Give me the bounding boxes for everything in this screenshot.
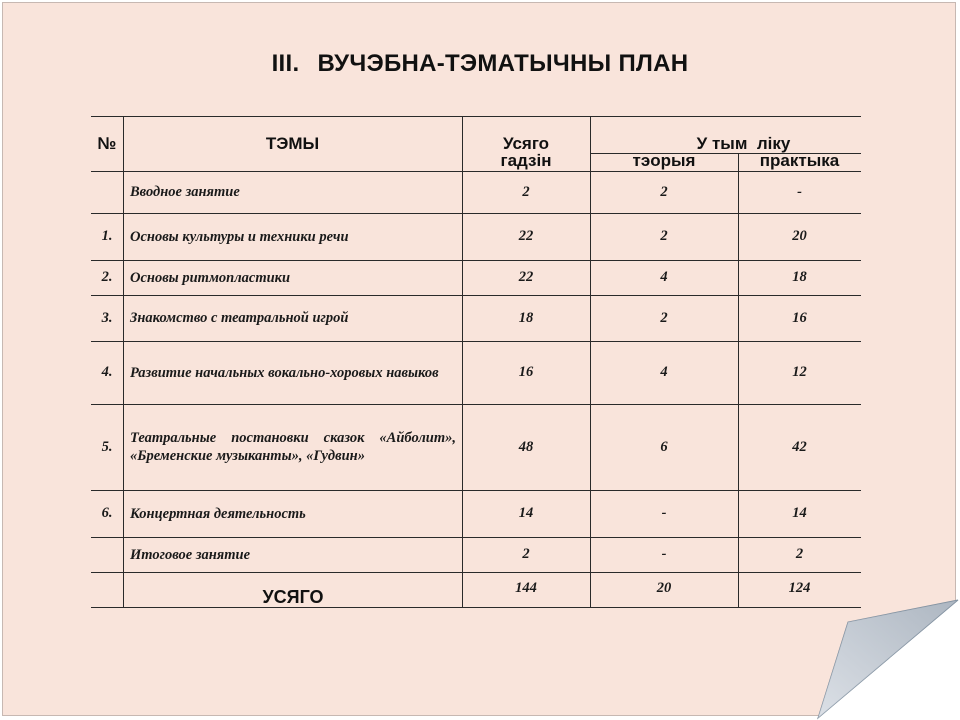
row-topic: Знакомство с театральной игрой [130,310,349,326]
totals-theory: 20 [656,579,672,596]
row-num [91,537,123,572]
row-num: 5. [101,438,113,455]
row-practice: 12 [792,364,807,380]
row-topic: Развитие начальных вокально-хоровых навыков [130,364,439,381]
row-total: 48 [518,438,534,455]
header-total-line1: Усяго [502,134,550,153]
header-total-line2: гадзін [500,151,552,170]
row-total: 22 [518,269,534,285]
row-theory: 2 [660,228,668,244]
row-topic: Концертная деятельность [130,505,306,522]
header-topic: ТЭМЫ [265,134,320,153]
row-topic: Итоговое занятие [130,546,251,563]
row-num: 4. [101,364,113,380]
row-topic: Театральные постановки сказок «Айболит», «Бременские музыканты», «Гудвин» [130,430,456,464]
row-topic: Вводное занятие [130,184,240,200]
row-total: 22 [518,228,534,244]
row-theory: 4 [660,364,668,380]
row-practice: - [797,183,802,200]
row-num: 1. [101,228,113,244]
row-theory: 2 [660,309,668,326]
row-topic: Основы культуры и техники речи [130,228,349,245]
row-total: 18 [518,309,534,326]
row-num: 2. [101,269,113,285]
page-title: III. ВУЧЭБНА-ТЭМАТЫЧНЫ ПЛАН [271,50,689,77]
header-practice: практыка [759,151,840,170]
row-theory: - [661,505,667,521]
row-theory: 2 [660,183,668,200]
totals-total: 144 [515,579,537,596]
row-theory: - [661,546,667,562]
row-num: 6. [101,505,113,521]
row-practice: 14 [792,505,807,521]
header-num: № [97,134,117,153]
row-practice: 2 [795,546,804,562]
row-total: 16 [518,364,534,380]
row-total: 14 [518,505,534,521]
row-practice: 42 [792,438,807,455]
row-num: 3. [101,309,113,326]
row-practice: 18 [792,269,807,285]
row-practice: 20 [792,228,807,244]
row-topic: Основы ритмопластики [130,269,291,286]
header-including: У тым ліку [696,134,791,153]
row-total: 2 [522,183,530,200]
totals-label: УСЯГО [262,587,324,607]
row-total: 2 [522,546,530,562]
row-theory: 6 [660,438,668,455]
row-practice: 16 [792,309,807,326]
row-theory: 4 [660,269,668,285]
row-num [91,171,123,213]
header-theory: тэорыя [632,151,696,170]
totals-practice: 124 [788,579,811,596]
